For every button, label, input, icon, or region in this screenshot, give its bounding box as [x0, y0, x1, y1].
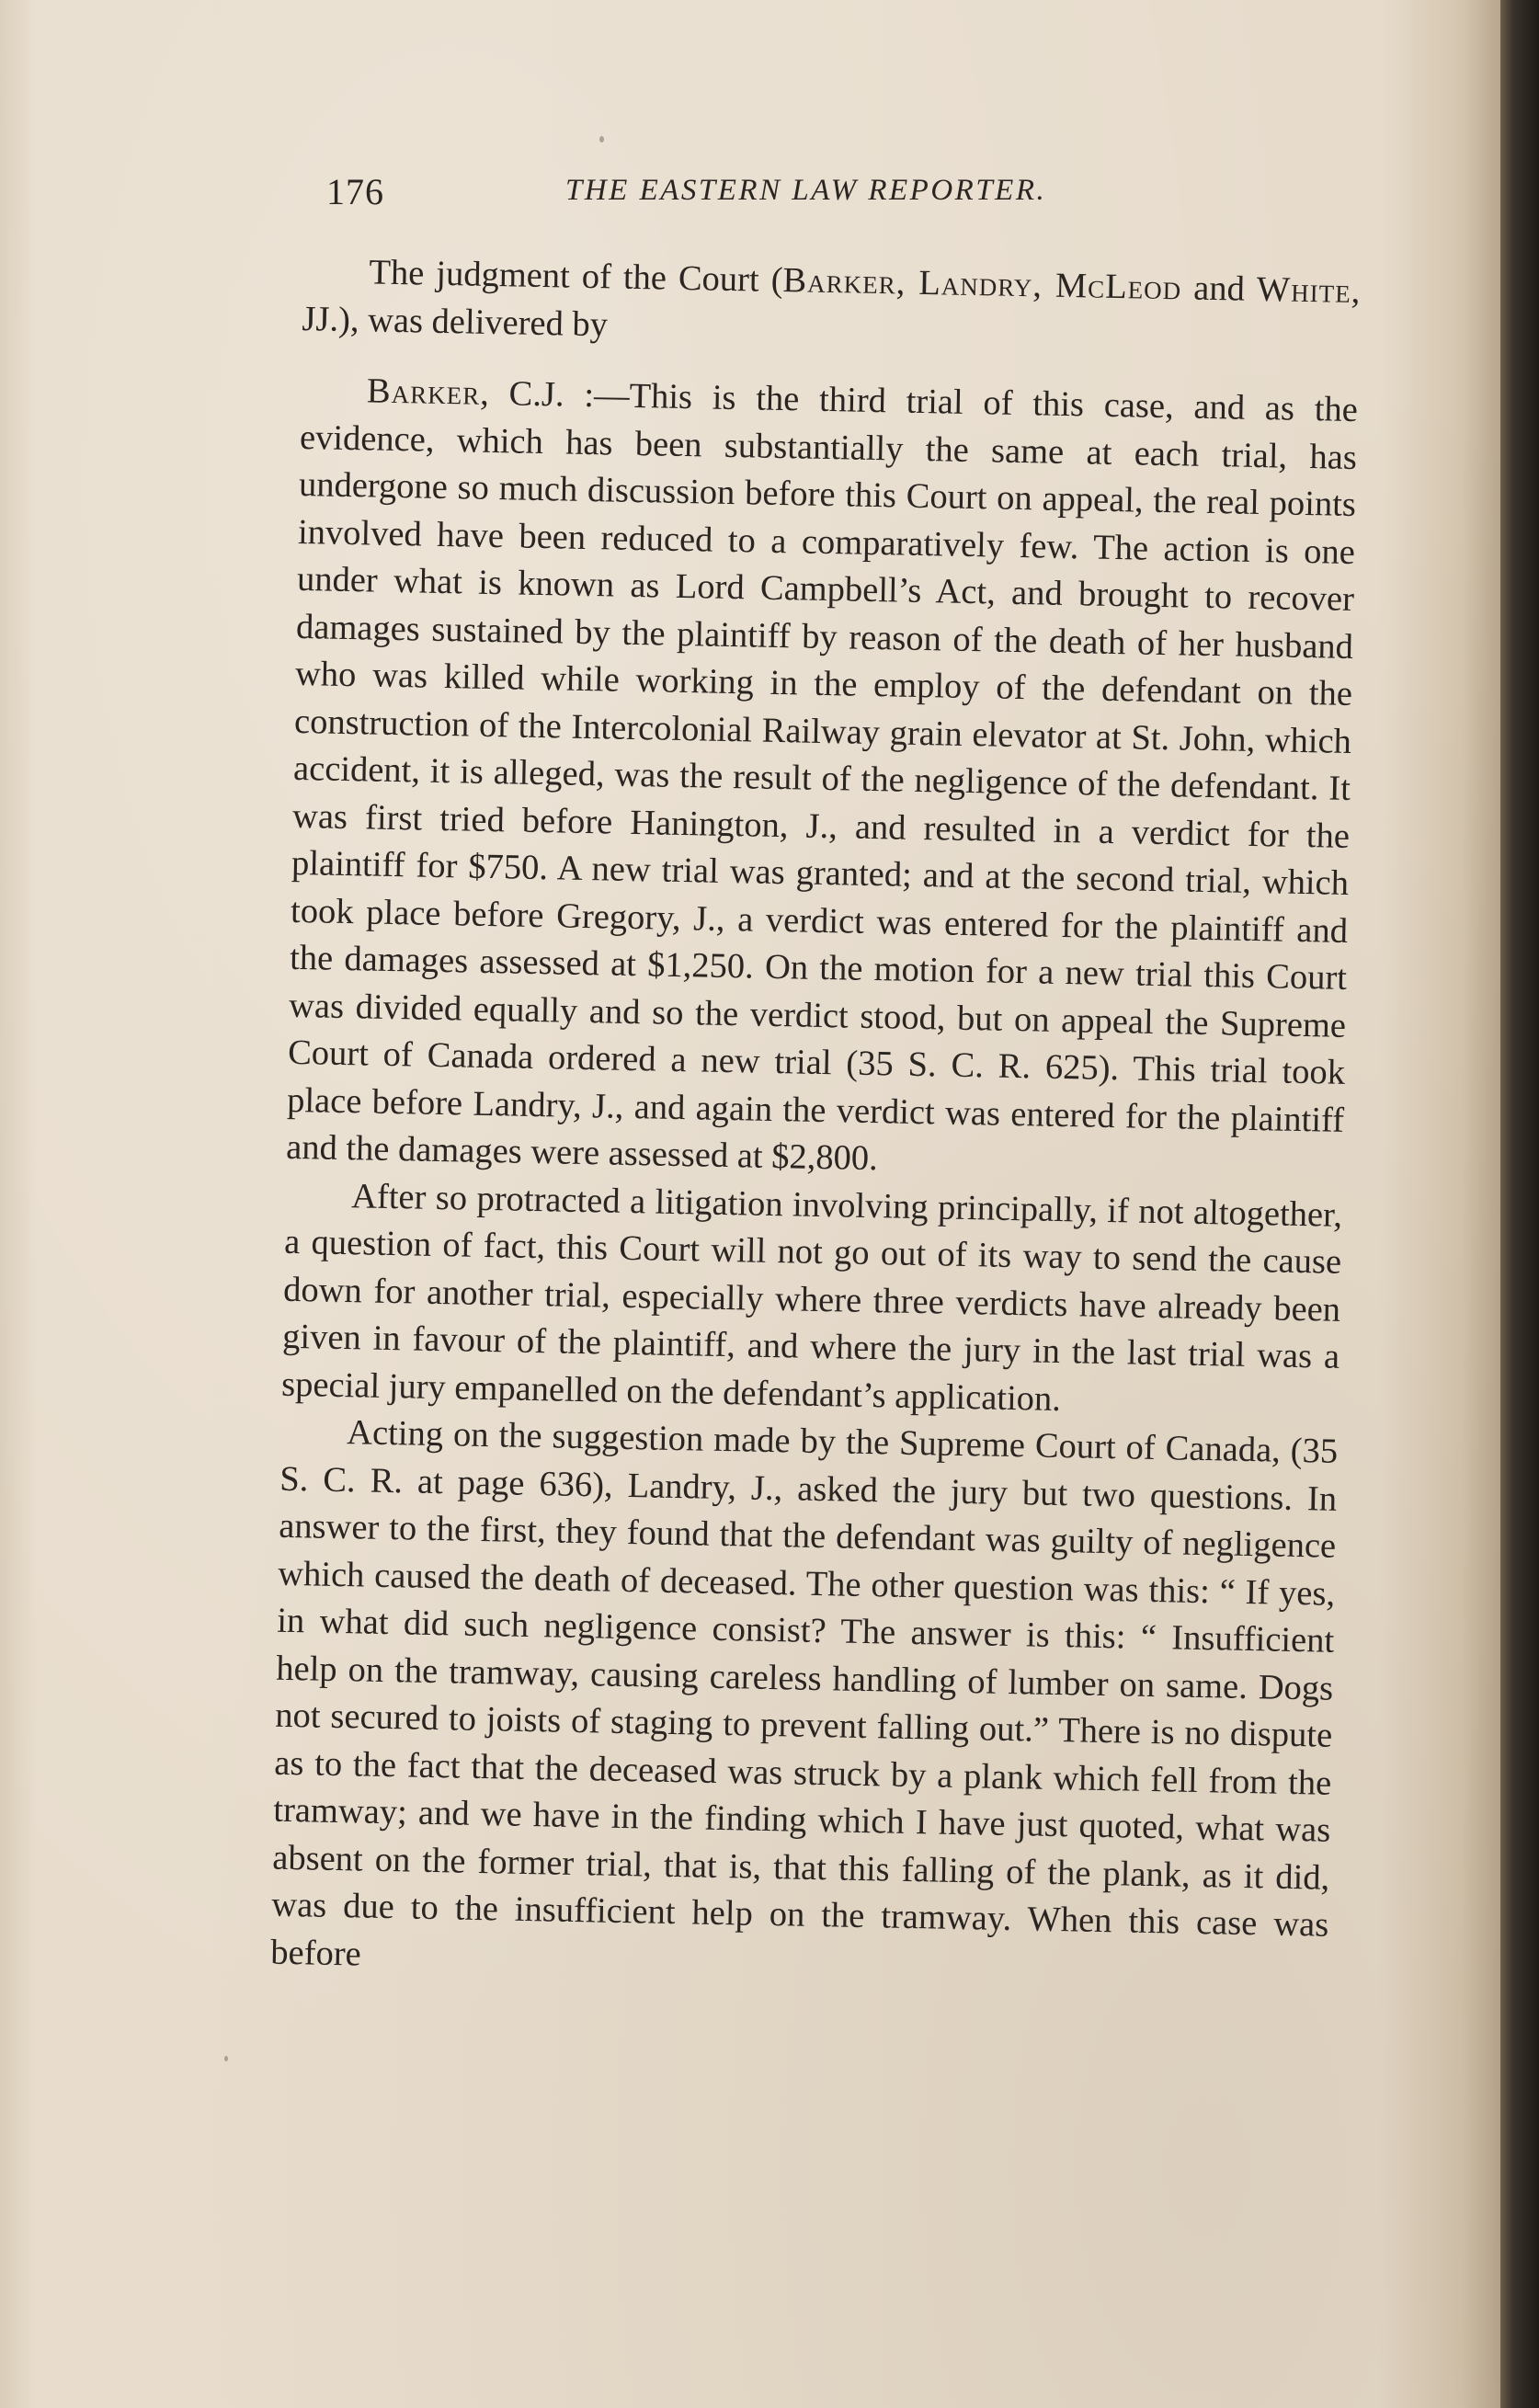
- intro-text-before: The judgment of the Court (: [369, 253, 783, 301]
- paper-speck: [224, 2056, 228, 2061]
- judge-white: White: [1256, 269, 1352, 311]
- paper-speck: [599, 136, 604, 143]
- judgment-paragraph-3: Acting on the suggestion made by the Supreme Court of Canada, (35 S. C. R. at page 636), Landry, J., asked the jury but two questions. In answer to the first, they found that the defendant was guilty of negligence which caused the death of deceased. The other question was this: “ If yes, in what did such negligence consist? The answer is this: “ Insufficient help on the tramway, causing careless handling of lumber on same. Dogs not secured to joists of staging to prevent falling out.” There is no dispute as to the fact that the deceased was struck by a plank which fell from the tramway; and we have in the finding which I have just quoted, what was absent on the former trial, that is, that this falling of the plank, as it did, was due to the insufficient help on the tramway. When this case was before: [270, 1413, 1339, 1974]
- judgment-paragraph-1-text: , C.J. :—This is the third trial of this case, and as the evidence, which has been substantially the same at each trial, has undergone so much discussion before this Court on appeal, the real points involved have been reduced to a comparatively few. The action is one under what is known as Lord Campbell’s Act, and brought to recover damages sustained by the plaintiff by reason of the death of her husband who was killed while working in the employ of the defendant on the construction of the Intercolonial Railway grain elevator at St. John, which accident, it is alleged, was the result of the negligence of the defendant. It was first tried before Hanington, J., and resulted in a verdict for the plaintiff for $750. A new trial was granted; and at the second trial, which took place before Gregory, J., a verdict was entered for the plaintiff and the damages assessed at $1,250. On the motion for a new trial this Court was divided equally and so the verdict stood, but on appeal the Supreme Court of Canada ordered a new trial (35 S. C. R. 625). This trial took place before Landry, J., and again the verdict was entered for the plaintiff and the damages were assessed at $2,800.: [285, 373, 1359, 1179]
- running-head: THE EASTERN LAW REPORTER.: [565, 174, 1047, 207]
- paper-speck: [1011, 975, 1014, 977]
- page-header: [326, 170, 1374, 225]
- judges-names: Barker, Landry, McLeod: [782, 261, 1182, 308]
- judgment-paragraph-2: After so protracted a litigation involving principally, if not altogether, a question of fact, this Court will not go out of its way to send the cause down for another trial, especially where three verdicts have already been given in favour of the plaintiff, and where the jury in the last trial was a special jury empanelled on the defendant’s application.: [280, 1176, 1343, 1419]
- book-spine-edge: [1500, 0, 1539, 2408]
- intro-text-after: , JJ.), was delivered by: [302, 271, 1361, 344]
- body-text: [270, 248, 1361, 1997]
- page-number: 176: [326, 171, 384, 212]
- intro-and: and: [1180, 268, 1258, 309]
- judgment-paragraph-1: [286, 367, 1359, 1192]
- judge-speaker: Barker: [366, 371, 481, 413]
- intro-paragraph: [302, 248, 1361, 363]
